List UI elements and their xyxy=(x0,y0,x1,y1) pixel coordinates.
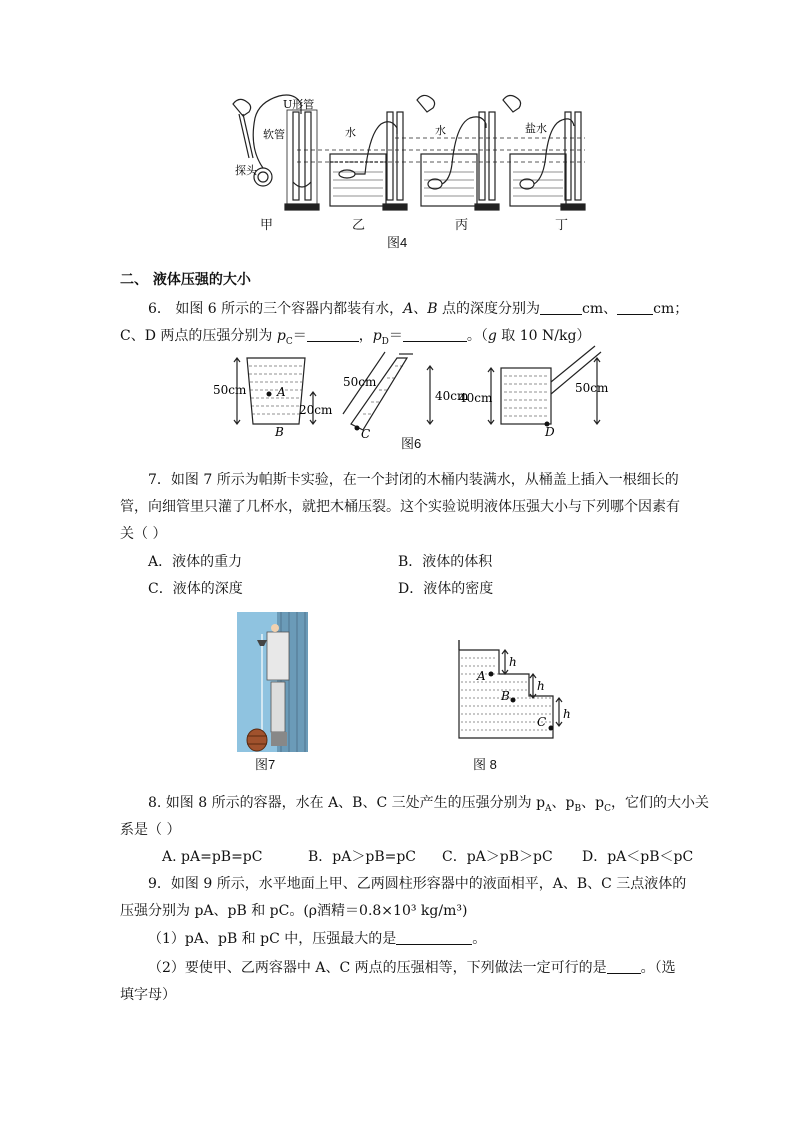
q9-blank-method[interactable] xyxy=(607,959,641,974)
fig8-point-a: A xyxy=(477,669,486,683)
fig6-h2: 20cm xyxy=(299,403,333,417)
figure-6 xyxy=(213,352,615,442)
q6-blank-pc[interactable] xyxy=(307,327,359,342)
fig6-vert: 40cm xyxy=(435,389,469,403)
q7-option-b[interactable]: B．液体的体积 xyxy=(398,554,493,570)
fig8-h2: h xyxy=(537,679,545,693)
q7-option-a[interactable]: A．液体的重力 xyxy=(148,554,243,570)
section-title: 二、 液体压强的大小 xyxy=(120,272,251,288)
soft-tube-label: 软管 xyxy=(263,128,285,141)
q8-option-a[interactable]: A. pA=pB=pC xyxy=(162,849,263,865)
fig6-point-d: D xyxy=(545,425,555,439)
fig6-point-b: B xyxy=(275,425,284,439)
q8-option-c[interactable]: C．pA＞pB＞pC xyxy=(442,849,553,865)
q7-option-c[interactable]: C．液体的深度 xyxy=(148,581,243,597)
fig6-h1: 50cm xyxy=(213,383,247,397)
q7-line1: 7．如图 7 所示为帕斯卡实验，在一个封闭的木桶内装满水，从桶盖上插入一根细长的 xyxy=(148,472,679,488)
fig8-point-b: B xyxy=(501,689,510,703)
q9-line1: 9．如图 9 所示，水平地面上甲、乙两圆柱形容器中的液面相平，A、B、C 三点液体的 xyxy=(148,876,687,892)
fig4-sub-yi: 乙 xyxy=(352,217,366,232)
u-tube-label: U形管 xyxy=(283,98,315,111)
q9-sub1: （1）pA、pB 和 pC 中，压强最大的是 。 xyxy=(148,931,487,947)
q9-line2: 压强分别为 pA、pB 和 pC。(ρ酒精＝0.8×10³ kg/m³) xyxy=(120,903,468,919)
q6-blank-a-depth[interactable] xyxy=(540,300,582,315)
water-label-2: 水 xyxy=(435,124,446,137)
fig4-caption: 图4 xyxy=(387,235,408,250)
hand-icon xyxy=(233,99,251,116)
q9-blank-max-pressure[interactable] xyxy=(396,930,472,945)
q8-line1: 8. 如图 8 所示的容器，水在 A、B、C 三处产生的压强分别为 $p_A$、$p_B$、$p_C$，它们的大小关 xyxy=(148,795,709,814)
q8-line2: 系是（ ） xyxy=(120,822,181,838)
q7-line2: 管，向细管里只灌了几杯水，就把木桶压裂。这个实验说明液体压强大小与下列哪个因素有 xyxy=(120,499,680,515)
figure-4 xyxy=(225,92,595,227)
fig6-h4: 50cm xyxy=(575,381,609,395)
q6-line1: 6． 如图 6 所示的三个容器内都装有水，A、B 点的深度分别为 cm、 cm； xyxy=(148,301,689,317)
probe-label: 探头 xyxy=(235,164,257,177)
figure-7-pascal-barrel-image xyxy=(237,612,308,752)
salt-water-label: 盐水 xyxy=(525,122,547,135)
fig8-point-c: C xyxy=(537,715,547,729)
q6-blank-pd[interactable] xyxy=(403,327,467,342)
fig6-caption: 图6 xyxy=(401,436,422,451)
fig6-point-a: A xyxy=(277,385,286,399)
q8-option-b[interactable]: B．pA＞pB=pC xyxy=(308,849,417,865)
fig6-h3: 40cm xyxy=(459,391,493,405)
q7-option-d[interactable]: D．液体的密度 xyxy=(398,581,494,597)
fig8-caption: 图 8 xyxy=(473,757,497,772)
fig8-h1: h xyxy=(509,655,517,669)
q7-line3: 关（ ） xyxy=(120,526,167,542)
fig6-slant: 50cm xyxy=(343,375,377,389)
figure-8 xyxy=(455,638,585,748)
fig7-caption: 图7 xyxy=(255,757,276,772)
q9-sub2-line2: 填字母） xyxy=(120,987,176,1003)
fig6-point-c: C xyxy=(361,427,371,441)
q8-option-d[interactable]: D．pA＜pB＜pC xyxy=(582,849,694,865)
fig4-sub-ding: 丁 xyxy=(555,217,569,232)
q6-blank-b-depth[interactable] xyxy=(617,300,653,315)
water-label-1: 水 xyxy=(345,126,356,139)
q9-sub2: （2）要使甲、乙两容器中 A、C 两点的压强相等，下列做法一定可行的是 。（选 xyxy=(148,960,676,976)
q6-line2: C、D 两点的压强分别为 $p_C=$ ，$p_D=$ 。（g 取 10 N/kg） xyxy=(120,328,591,347)
fig8-h3: h xyxy=(563,707,571,721)
fig4-sub-bing: 丙 xyxy=(455,217,469,232)
fig4-sub-jia: 甲 xyxy=(260,217,274,232)
